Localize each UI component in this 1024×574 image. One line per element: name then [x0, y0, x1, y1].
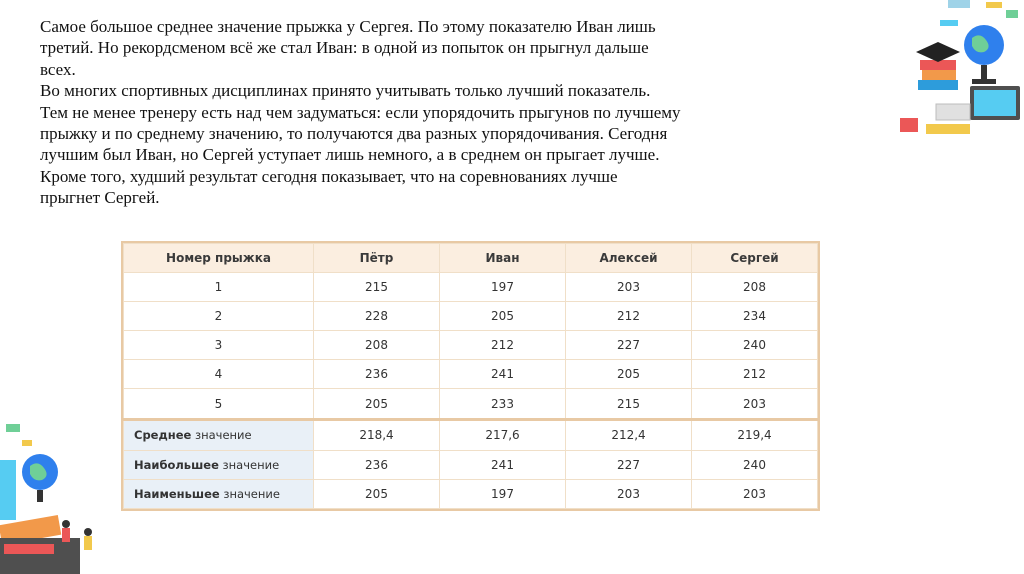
header-petr: Пётр	[314, 244, 440, 273]
header-ivan: Иван	[440, 244, 566, 273]
table-cell: 228	[314, 302, 440, 331]
jump-number: 5	[124, 389, 314, 420]
table-cell: 212	[692, 360, 818, 389]
text-line: прыжку и по среднему значению, то получаются два разных упорядочивания. Сегодня	[40, 124, 668, 144]
table-cell: 241	[440, 360, 566, 389]
table-cell: 203	[692, 479, 818, 508]
education-illustration-icon	[896, 0, 1024, 145]
table-cell: 203	[566, 479, 692, 508]
table-cell: 217,6	[440, 420, 566, 451]
education-illustration-icon	[0, 420, 100, 574]
table-cell: 218,4	[314, 420, 440, 451]
stats-row-min	[124, 479, 818, 508]
explanation-text	[40, 16, 870, 209]
table-cell: 205	[314, 479, 440, 508]
table-cell: 215	[314, 273, 440, 302]
jump-number: 3	[124, 331, 314, 360]
table-cell: 205	[440, 302, 566, 331]
results-table	[121, 241, 820, 511]
table-cell: 215	[566, 389, 692, 420]
text-line: Самое большое среднее значение прыжка у Сергея. По этому показателю Иван лишь	[40, 17, 656, 36]
table-cell: 233	[440, 389, 566, 420]
header-sergey: Сергей	[692, 244, 818, 273]
jump-number: 2	[124, 302, 314, 331]
table-row	[124, 273, 818, 302]
table-cell: 212	[440, 331, 566, 360]
table-cell: 197	[440, 479, 566, 508]
table-cell: 203	[566, 273, 692, 302]
table-cell: 219,4	[692, 420, 818, 451]
table-cell: 205	[314, 389, 440, 420]
text-line: лучшим был Иван, но Сергей уступает лишь немного, а в среднем он прыгает лучше.	[40, 145, 660, 165]
table-cell: 240	[692, 331, 818, 360]
text-line: Тем не менее тренеру есть над чем задуматься: если упорядочить прыгунов по лучшему	[40, 102, 681, 122]
table-cell: 205	[566, 360, 692, 389]
text-line: третий. Но рекордсменом всё же стал Иван: в одной из попыток он прыгнул дальше	[40, 38, 649, 58]
text-line: всех.	[40, 59, 76, 79]
table-cell: 236	[314, 360, 440, 389]
text-line: Во многих спортивных дисциплинах принято учитывать только лучший показатель.	[40, 81, 651, 101]
table-row	[124, 302, 818, 331]
table-row	[124, 331, 818, 360]
table-cell: 212	[566, 302, 692, 331]
stat-label: Наибольшее значение	[124, 450, 314, 479]
table-cell: 208	[692, 273, 818, 302]
jump-number: 1	[124, 273, 314, 302]
header-jump-number: Номер прыжка	[124, 244, 314, 273]
stats-row-average	[124, 420, 818, 451]
table-cell: 208	[314, 331, 440, 360]
table-cell: 203	[692, 389, 818, 420]
table-row	[124, 360, 818, 389]
text-line: Кроме того, худший результат сегодня показывает, что на соревнованиях лучше	[40, 166, 618, 186]
table-header-row	[124, 244, 818, 273]
table-cell: 197	[440, 273, 566, 302]
table-cell: 227	[566, 331, 692, 360]
table-cell: 236	[314, 450, 440, 479]
stat-label: Среднее значение	[124, 420, 314, 451]
table-cell: 240	[692, 450, 818, 479]
stat-label: Наименьшее значение	[124, 479, 314, 508]
header-aleksey: Алексей	[566, 244, 692, 273]
table-cell: 234	[692, 302, 818, 331]
text-line: прыгнет Сергей.	[40, 188, 160, 208]
stats-row-max	[124, 450, 818, 479]
table-cell: 212,4	[566, 420, 692, 451]
table-cell: 241	[440, 450, 566, 479]
table-cell: 227	[566, 450, 692, 479]
table-row	[124, 389, 818, 420]
jump-number: 4	[124, 360, 314, 389]
